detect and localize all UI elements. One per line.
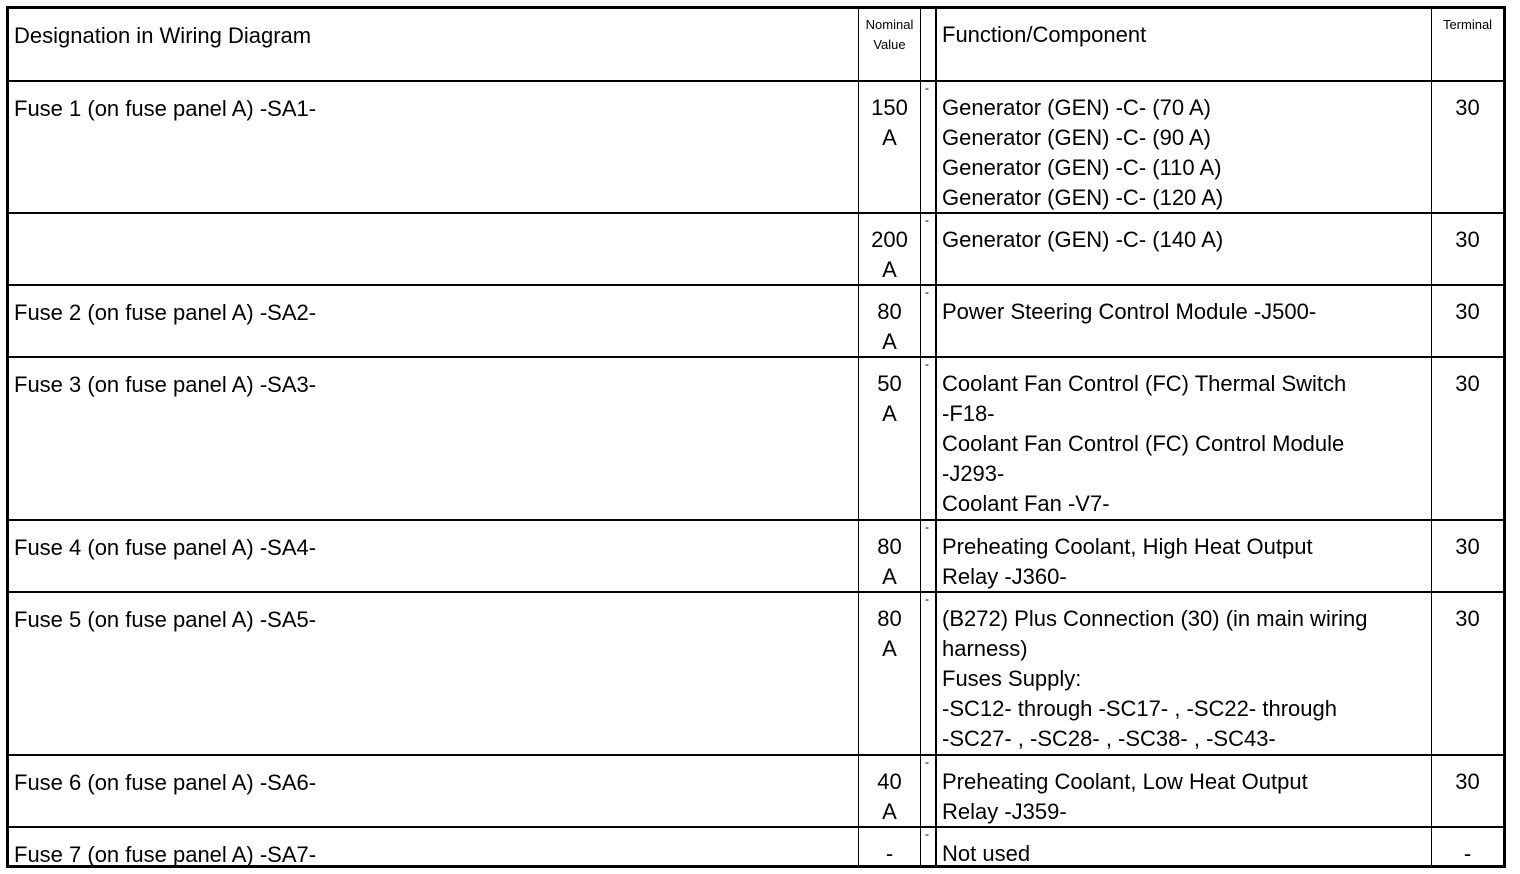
mark-text: - — [925, 755, 929, 769]
terminal-cell: 30 — [1455, 534, 1480, 559]
function-cell: Preheating Coolant, Low Heat Output Relay -J359- — [937, 756, 1432, 826]
function-cell: Power Steering Control Module -J500- — [937, 286, 1432, 356]
designation-cell: Fuse 1 (on fuse panel A) -SA1- — [9, 82, 859, 212]
table-row — [9, 521, 1503, 593]
function-cell: Generator (GEN) -C- (140 A) — [937, 214, 1432, 284]
mark-cell — [921, 756, 937, 826]
nominal-value-cell: 80 A — [859, 286, 921, 356]
mark-cell — [921, 358, 937, 519]
table-row — [9, 358, 1503, 521]
designation-cell: Fuse 7 (on fuse panel A) -SA7- — [9, 828, 859, 865]
mark-cell — [921, 214, 937, 284]
table-row — [9, 214, 1503, 286]
terminal-cell: 30 — [1455, 227, 1480, 252]
terminal-cell: 30 — [1455, 769, 1480, 794]
nominal-value-cell: 40 A — [859, 756, 921, 826]
nominal-value-cell: 150 A — [859, 82, 921, 212]
header-nominal-value: Nominal Value — [859, 9, 921, 80]
nominal-value-cell: 80 A — [859, 593, 921, 754]
header-terminal: Terminal — [1442, 17, 1493, 32]
function-cell: Not used — [937, 828, 1432, 865]
nominal-value-cell: 200 A — [859, 214, 921, 284]
function-cell: (B272) Plus Connection (30) (in main wiring harness) Fuses Supply: -SC12- through -SC17- , -SC22- through -SC27- , -SC28- , -SC38- , -SC43- — [937, 593, 1432, 754]
function-cell: Coolant Fan Control (FC) Thermal Switch -F18- Coolant Fan Control (FC) Control Module -J293- Coolant Fan -V7- — [937, 358, 1432, 519]
header-designation: Designation in Wiring Diagram — [9, 9, 859, 80]
designation-cell: Fuse 4 (on fuse panel A) -SA4- — [9, 521, 859, 591]
mark-cell — [921, 82, 937, 212]
mark-text: - — [925, 592, 929, 606]
designation-cell — [9, 214, 859, 284]
terminal-cell: 30 — [1455, 606, 1480, 631]
nominal-value-cell: 50 A — [859, 358, 921, 519]
mark-text: - — [925, 81, 929, 95]
mark-text: - — [925, 213, 929, 227]
table-row — [9, 82, 1503, 214]
function-cell: Generator (GEN) -C- (70 A) Generator (GEN) -C- (90 A) Generator (GEN) -C- (110 A) Generator (GEN) -C- (120 A) — [937, 82, 1432, 212]
table-row — [9, 756, 1503, 828]
mark-text: - — [925, 520, 929, 534]
header-mark-column — [921, 9, 937, 80]
table-row — [9, 593, 1503, 756]
terminal-cell: 30 — [1455, 299, 1480, 324]
terminal-cell: 30 — [1455, 95, 1480, 120]
mark-text: - — [925, 827, 929, 841]
table-row — [9, 286, 1503, 358]
nominal-value-cell: - — [859, 828, 921, 865]
mark-cell — [921, 593, 937, 754]
table-header-row — [9, 9, 1503, 82]
mark-text: - — [925, 285, 929, 299]
mark-cell — [921, 828, 937, 865]
fuse-table — [6, 6, 1506, 868]
mark-text: - — [925, 357, 929, 371]
mark-cell — [921, 521, 937, 591]
function-cell: Preheating Coolant, High Heat Output Relay -J360- — [937, 521, 1432, 591]
terminal-cell: - — [1463, 841, 1472, 866]
mark-cell — [921, 286, 937, 356]
nominal-value-cell: 80 A — [859, 521, 921, 591]
terminal-cell: 30 — [1455, 371, 1480, 396]
designation-cell: Fuse 3 (on fuse panel A) -SA3- — [9, 358, 859, 519]
table-row — [9, 828, 1503, 865]
designation-cell: Fuse 2 (on fuse panel A) -SA2- — [9, 286, 859, 356]
header-function: Function/Component — [937, 9, 1432, 80]
designation-cell: Fuse 6 (on fuse panel A) -SA6- — [9, 756, 859, 826]
designation-cell: Fuse 5 (on fuse panel A) -SA5- — [9, 593, 859, 754]
